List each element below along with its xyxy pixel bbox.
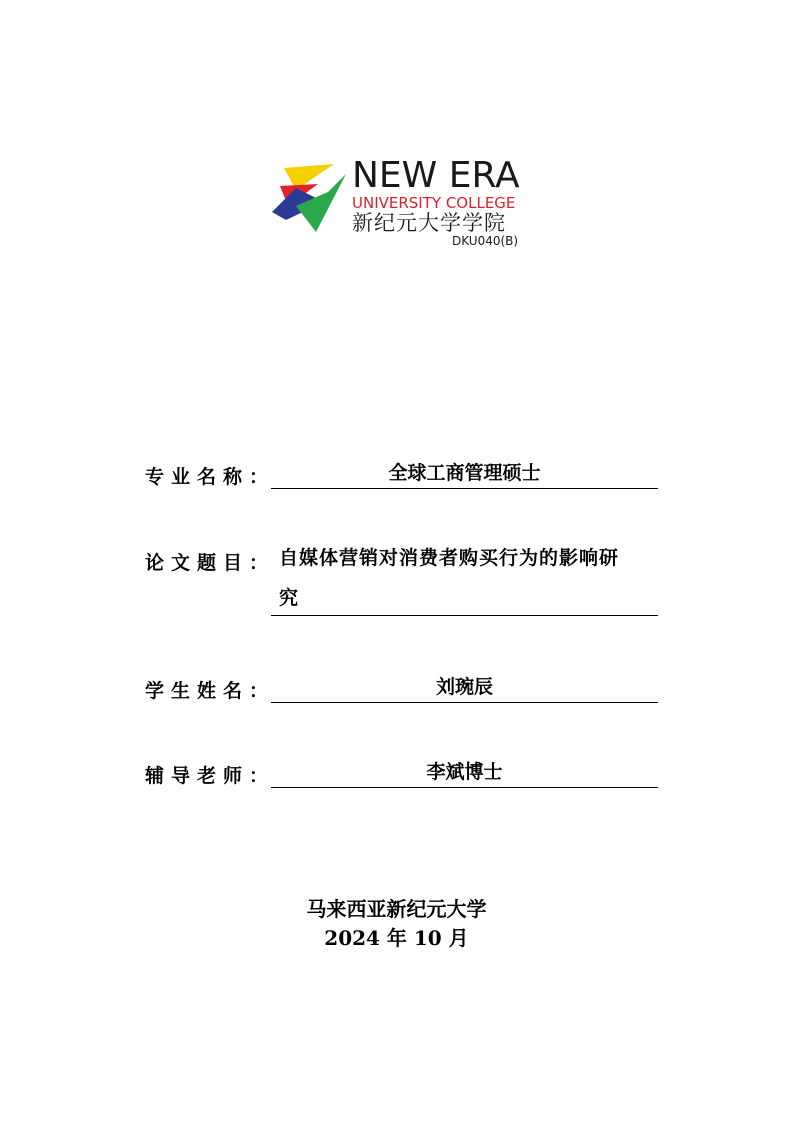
field-major-label: 专业名称：: [145, 466, 276, 488]
field-advisor: [145, 757, 658, 789]
field-student-label: 学生姓名：: [145, 680, 276, 702]
logo-name-cn: 新纪元大学学院: [352, 211, 506, 235]
field-title-line2: 究: [279, 587, 300, 609]
field-major-value: 全球工商管理硕士: [271, 458, 658, 489]
logo-sub-en: UNIVERSITY COLLEGE: [352, 194, 516, 212]
logo-emblem-icon: [266, 162, 348, 234]
field-student-value: 刘琬辰: [271, 672, 658, 703]
logo-name-en: NEW ERA: [352, 155, 520, 196]
footer-university: 马来西亚新纪元大学: [306, 897, 487, 921]
field-major: [145, 458, 658, 490]
field-advisor-value: 李斌博士: [271, 757, 658, 788]
field-title-line1: 自媒体营销对消费者购买行为的影响研: [279, 547, 620, 569]
field-advisor-label: 辅导老师：: [145, 765, 276, 787]
field-title: [145, 538, 658, 618]
field-title-label: 论文题目：: [145, 552, 276, 574]
logo-wordmark: [352, 155, 520, 235]
footer-date: 2024 年 10 月: [324, 926, 469, 950]
field-title-value: [271, 538, 658, 616]
logo-code: DKU040(B): [452, 234, 519, 248]
university-logo: [266, 155, 526, 250]
field-student: [145, 672, 658, 704]
